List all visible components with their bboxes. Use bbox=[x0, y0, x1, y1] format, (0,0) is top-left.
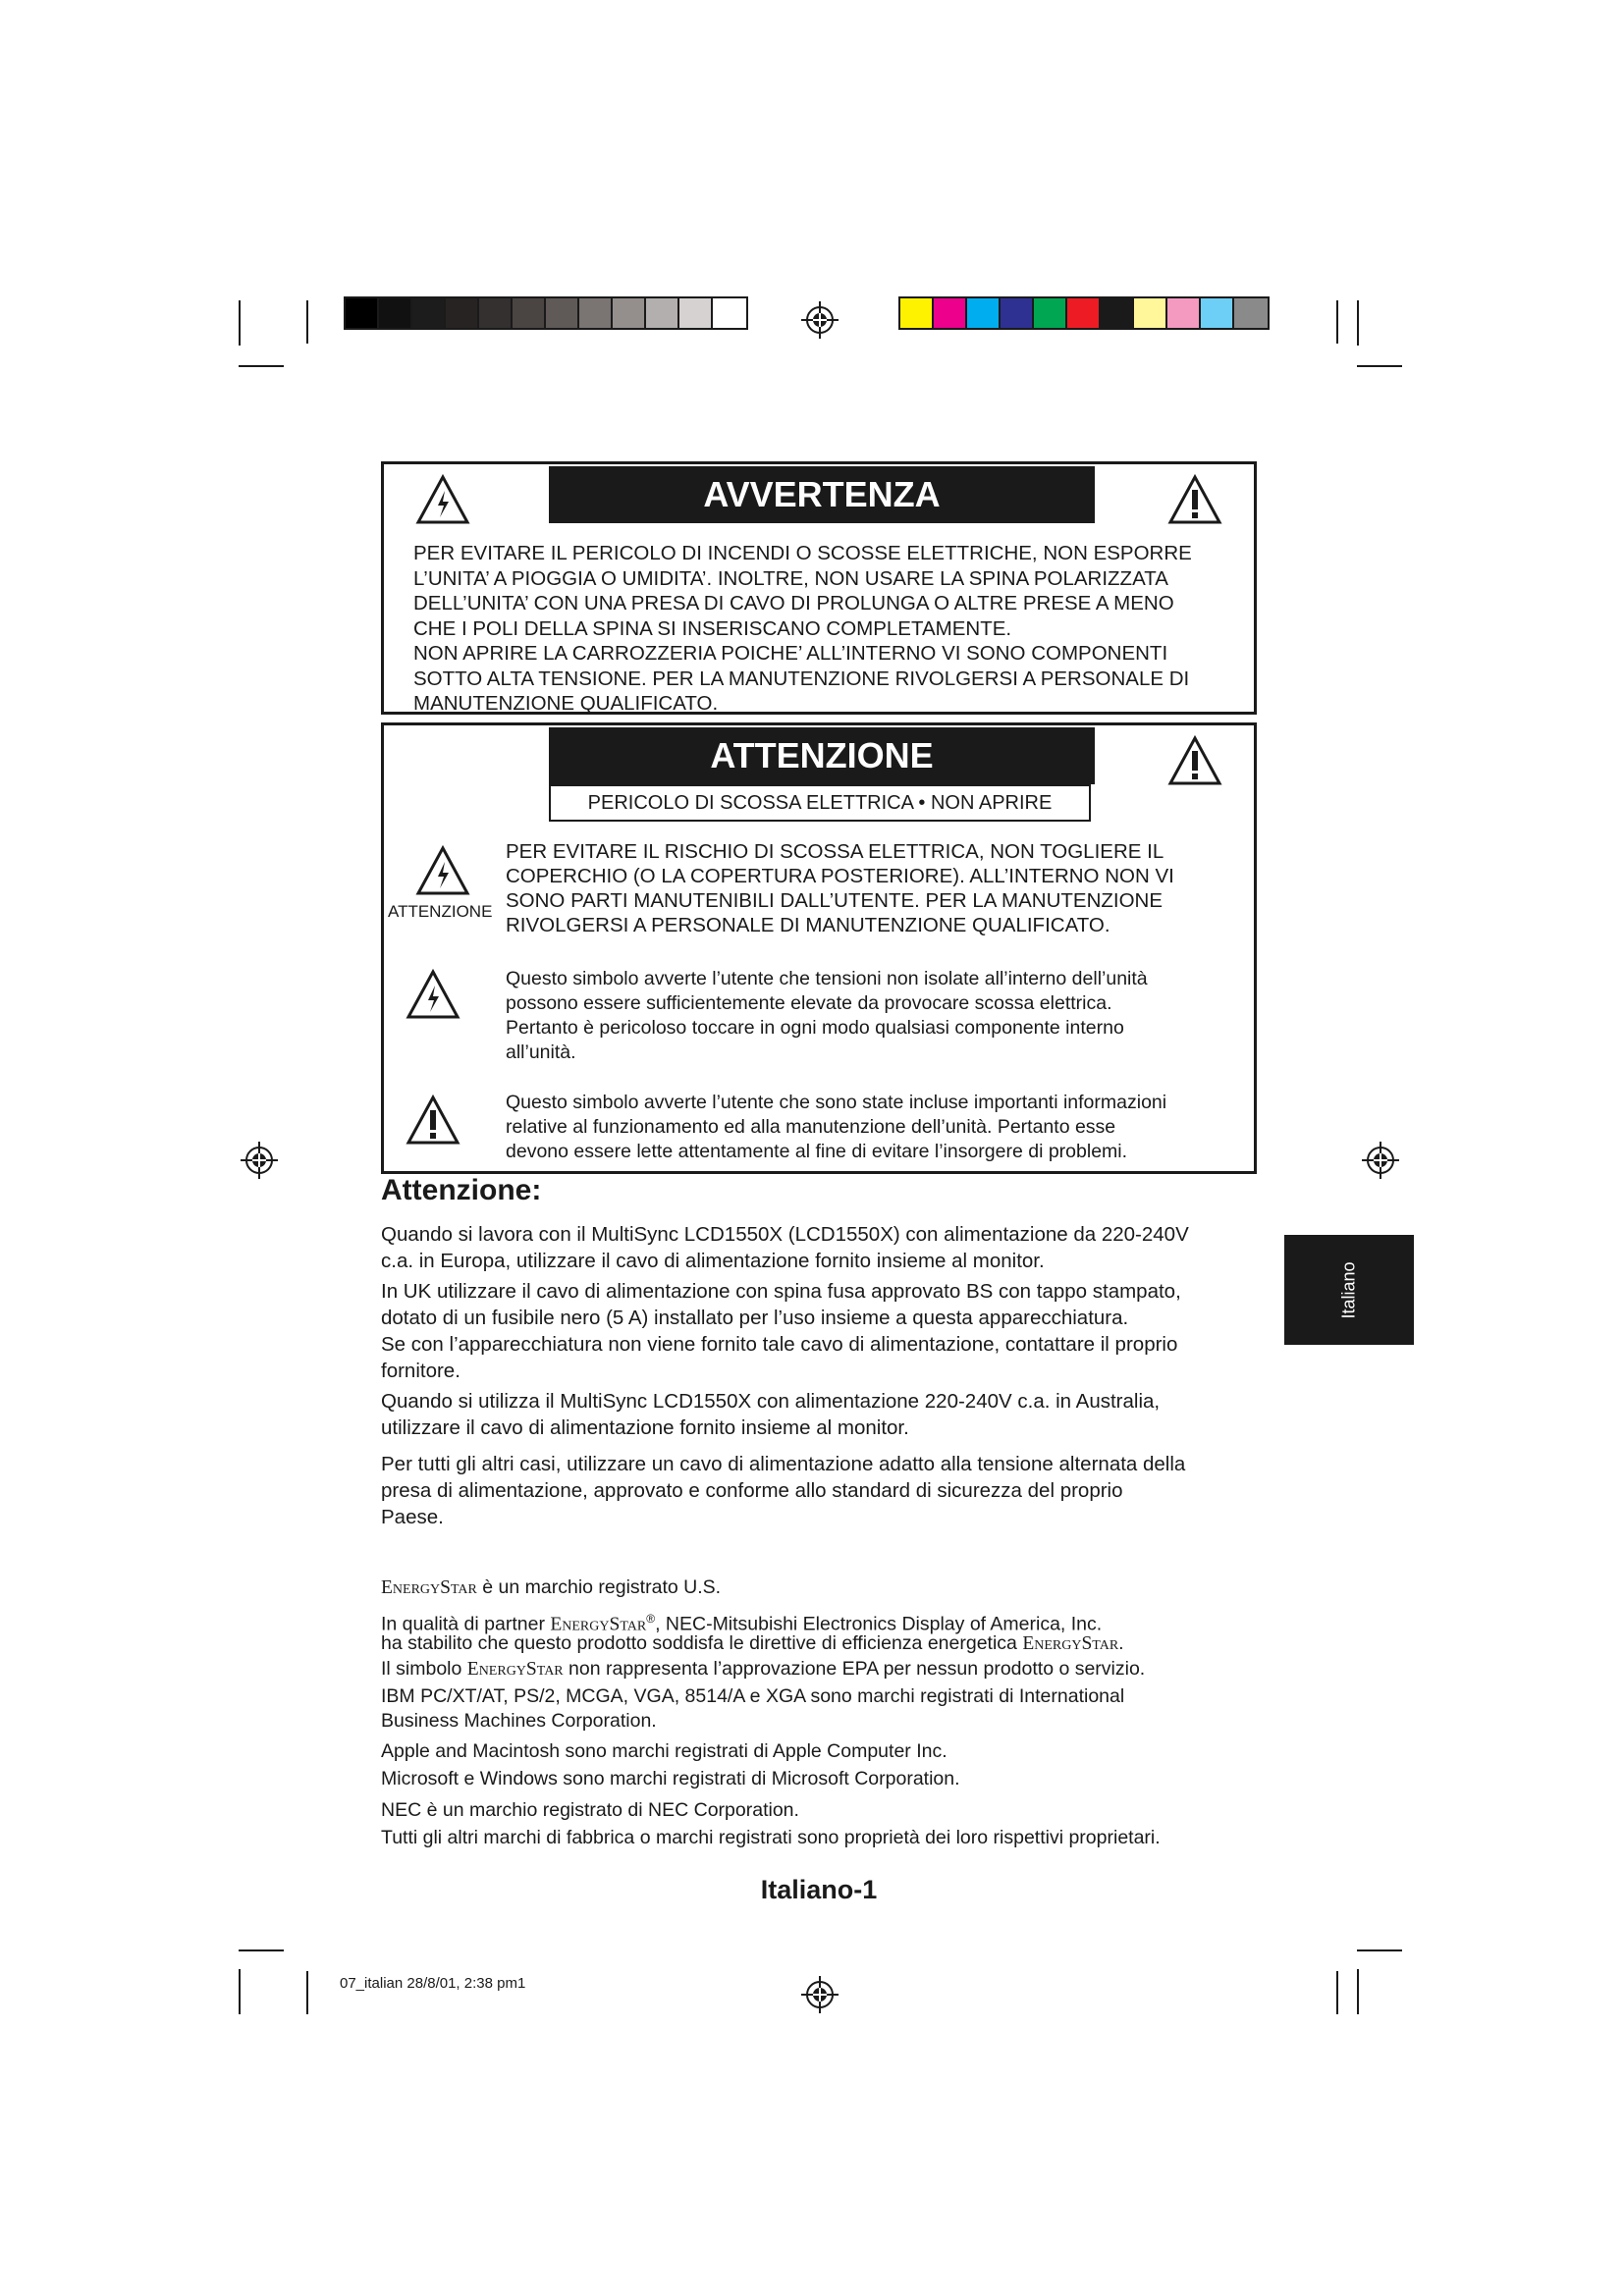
warning-line: MANUTENZIONE QUALIFICATO. bbox=[413, 692, 719, 715]
side-tab-label-wrap bbox=[1284, 1235, 1414, 1345]
registration-mark-icon bbox=[1361, 1141, 1400, 1180]
caution-main-text bbox=[506, 839, 1236, 937]
color-swatch bbox=[713, 298, 746, 328]
info-line: Questo simbolo avverte l’utente che sono state incluse importanti informazioni bbox=[506, 1092, 1167, 1113]
warning-line: PER EVITARE IL PERICOLO DI INCENDI O SCOSSE ELETTRICHE, NON ESPORRE bbox=[413, 542, 1192, 564]
crop-mark bbox=[239, 1949, 284, 1951]
trademark-text: ha stabilito che questo prodotto soddisfa le direttive di efficienza energetica bbox=[381, 1632, 1023, 1654]
crop-mark bbox=[239, 300, 241, 346]
color-swatch bbox=[379, 298, 412, 328]
color-swatch bbox=[1034, 298, 1067, 328]
color-swatch bbox=[579, 298, 613, 328]
warning-line: L’UNITA’ A PIOGGIA O UMIDITA’. INOLTRE, NON USARE LA SPINA POLARIZZATA bbox=[413, 566, 1168, 590]
color-swatch bbox=[1134, 298, 1167, 328]
color-swatch bbox=[967, 298, 1001, 328]
color-swatch bbox=[1067, 298, 1101, 328]
info-line: devono essere lette attentamente al fine di evitare l’insorgere di problemi. bbox=[506, 1141, 1128, 1162]
crop-mark bbox=[306, 300, 308, 344]
electric-hazard-icon bbox=[406, 969, 460, 1020]
color-swatch bbox=[346, 298, 379, 328]
notice-line: Per tutti gli altri casi, utilizzare un cavo di alimentazione adatto alla tensione alternata della bbox=[381, 1453, 1186, 1475]
crop-mark bbox=[1357, 1969, 1359, 2014]
notice-line: presa di alimentazione, approvato e conforme allo standard di sicurezza del proprio bbox=[381, 1479, 1123, 1502]
voltage-symbol-text bbox=[506, 967, 1236, 1065]
caution-box bbox=[381, 722, 1257, 1174]
notice-line: fornitore. bbox=[381, 1360, 460, 1382]
trademark-line bbox=[381, 1657, 1257, 1682]
notice-line: Quando si lavora con il MultiSync LCD1550X (LCD1550X) con alimentazione da 220-240V bbox=[381, 1223, 1189, 1246]
notice-line: Paese. bbox=[381, 1506, 444, 1528]
crop-mark bbox=[1357, 300, 1359, 346]
voltage-line: all’unità. bbox=[506, 1041, 576, 1063]
process-color-bar bbox=[898, 296, 1270, 330]
trademark-text: non rappresenta l’approvazione EPA per nessun prodotto o servizio. bbox=[563, 1658, 1146, 1680]
notice-line: c.a. in Europa, utilizzare il cavo di alimentazione fornito insieme al monitor. bbox=[381, 1250, 1045, 1272]
color-swatch bbox=[479, 298, 513, 328]
notice-paragraph bbox=[381, 1221, 1257, 1274]
notice-line: dotato di un fusibile nero (5 A) installato per l’uso insieme a questa apparecchiatura. bbox=[381, 1307, 1129, 1329]
caution-line: RIVOLGERSI A PERSONALE DI MANUTENZIONE QUALIFICATO. bbox=[506, 914, 1110, 936]
color-swatch bbox=[900, 298, 934, 328]
caution-icon-label: ATTENZIONE bbox=[388, 902, 493, 921]
crop-mark bbox=[306, 1971, 308, 2014]
voltage-line: possono essere sufficientemente elevate da provocare scossa elettrica. bbox=[506, 992, 1112, 1014]
notice-paragraph bbox=[381, 1388, 1257, 1441]
trademark-text: Business Machines Corporation. bbox=[381, 1710, 657, 1732]
caution-subtitle: PERICOLO DI SCOSSA ELETTRICA • NON APRIRE bbox=[549, 784, 1091, 822]
crop-mark bbox=[1336, 1971, 1338, 2014]
color-swatch bbox=[1234, 298, 1268, 328]
trademark-line: Apple and Macintosh sono marchi registrati di Apple Computer Inc. bbox=[381, 1740, 947, 1762]
page-number: Italiano-1 bbox=[760, 1875, 878, 1904]
registration-mark-icon bbox=[800, 300, 839, 340]
warning-line: CHE I POLI DELLA SPINA SI INSERISCANO COMPLETAMENTE. bbox=[413, 616, 1012, 640]
crop-mark bbox=[239, 365, 284, 367]
notice-line: Se con l’apparecchiatura non viene fornito tale cavo di alimentazione, contattare il proprio bbox=[381, 1333, 1178, 1356]
electric-hazard-icon bbox=[415, 845, 470, 896]
color-swatch bbox=[1101, 298, 1134, 328]
color-swatch bbox=[613, 298, 646, 328]
trademark-text: In qualità di partner bbox=[381, 1613, 551, 1635]
crop-mark bbox=[1357, 1949, 1402, 1951]
energy-star-mark: EnergyStar bbox=[381, 1577, 477, 1598]
trademark-line: Tutti gli altri marchi di fabbrica o marchi registrati sono proprietà dei loro rispettivi proprietari. bbox=[381, 1827, 1161, 1848]
caution-title: ATTENZIONE bbox=[549, 727, 1095, 784]
color-swatch bbox=[513, 298, 546, 328]
energy-star-mark: EnergyStar bbox=[550, 1614, 647, 1635]
warning-line: DELL’UNITA’ CON UNA PRESA DI CAVO DI PROLUNGA O ALTRE PRESE A MENO bbox=[413, 592, 1174, 614]
trademark-text: è un marchio registrato U.S. bbox=[476, 1576, 722, 1598]
voltage-line: Questo simbolo avverte l’utente che tensioni non isolate all’interno dell’unità bbox=[506, 968, 1148, 989]
energy-star-mark: EnergyStar bbox=[1022, 1633, 1119, 1654]
trademark-text: IBM PC/XT/AT, PS/2, MCGA, VGA, 8514/A e XGA sono marchi registrati di International bbox=[381, 1685, 1125, 1707]
crop-mark bbox=[1357, 365, 1402, 367]
notice-paragraph bbox=[381, 1451, 1257, 1530]
color-swatch bbox=[646, 298, 679, 328]
color-swatch bbox=[1167, 298, 1201, 328]
warning-title: AVVERTENZA bbox=[549, 466, 1095, 523]
gray-color-bar bbox=[344, 296, 748, 330]
color-swatch bbox=[446, 298, 479, 328]
trademark-line: Microsoft e Windows sono marchi registrati di Microsoft Corporation. bbox=[381, 1768, 960, 1789]
trademark-text: , NEC-Mitsubishi Electronics Display of America, Inc. bbox=[655, 1613, 1103, 1635]
print-slug: 07_italian 28/8/01, 2:38 pm1 bbox=[340, 1975, 526, 1992]
color-swatch bbox=[1201, 298, 1234, 328]
color-swatch bbox=[934, 298, 967, 328]
warning-box bbox=[381, 461, 1257, 715]
trademark-line bbox=[381, 1684, 1257, 1734]
energy-star-mark: EnergyStar bbox=[466, 1659, 564, 1680]
trademark-text: Il simbolo bbox=[381, 1658, 467, 1680]
caution-line: PER EVITARE IL RISCHIO DI SCOSSA ELETTRICA, NON TOGLIERE IL bbox=[506, 840, 1164, 863]
info-symbol-text bbox=[506, 1091, 1236, 1164]
voltage-line: Pertanto è pericoloso toccare in ogni modo qualsiasi componente interno bbox=[506, 1017, 1124, 1039]
crop-mark bbox=[1336, 300, 1338, 344]
color-swatch bbox=[412, 298, 446, 328]
caution-line: SONO PARTI MANUTENIBILI DALL’UTENTE. PER LA MANUTENZIONE bbox=[506, 889, 1164, 912]
trademark-line bbox=[381, 1575, 1257, 1600]
trademark-text: . bbox=[1118, 1632, 1124, 1654]
warning-line: NON APRIRE LA CARROZZERIA POICHE’ ALL’INTERNO VI SONO COMPONENTI bbox=[413, 642, 1168, 665]
notice-paragraph bbox=[381, 1278, 1257, 1384]
trademark-line: NEC è un marchio registrato di NEC Corporation. bbox=[381, 1799, 799, 1821]
warning-text bbox=[413, 541, 1234, 717]
side-tab-label: Italiano bbox=[1338, 1260, 1359, 1319]
exclamation-warning-icon bbox=[1167, 735, 1222, 786]
caution-line: COPERCHIO (O LA COPERTURA POSTERIORE). ALL’INTERNO NON VI bbox=[506, 865, 1174, 887]
color-swatch bbox=[679, 298, 713, 328]
registered-mark: ® bbox=[646, 1612, 656, 1626]
registration-mark-icon bbox=[800, 1975, 839, 2014]
notice-line: Quando si utilizza il MultiSync LCD1550X con alimentazione 220-240V c.a. in Australia, bbox=[381, 1390, 1161, 1413]
notice-heading: Attenzione: bbox=[381, 1174, 542, 1206]
notice-line: utilizzare il cavo di alimentazione fornito insieme al monitor. bbox=[381, 1416, 909, 1439]
exclamation-warning-icon bbox=[406, 1095, 460, 1146]
crop-mark bbox=[239, 1969, 241, 2014]
warning-line: SOTTO ALTA TENSIONE. PER LA MANUTENZIONE RIVOLGERSI A PERSONALE DI bbox=[413, 667, 1190, 690]
electric-hazard-icon bbox=[415, 474, 470, 525]
notice-line: In UK utilizzare il cavo di alimentazione con spina fusa approvato BS con tappo stampato, bbox=[381, 1280, 1181, 1303]
info-line: relative al funzionamento ed alla manutenzione dell’unità. Pertanto esse bbox=[506, 1116, 1116, 1138]
registration-mark-icon bbox=[240, 1141, 279, 1180]
trademark-line bbox=[381, 1631, 1257, 1656]
color-swatch bbox=[546, 298, 579, 328]
color-swatch bbox=[1001, 298, 1034, 328]
exclamation-warning-icon bbox=[1167, 474, 1222, 525]
